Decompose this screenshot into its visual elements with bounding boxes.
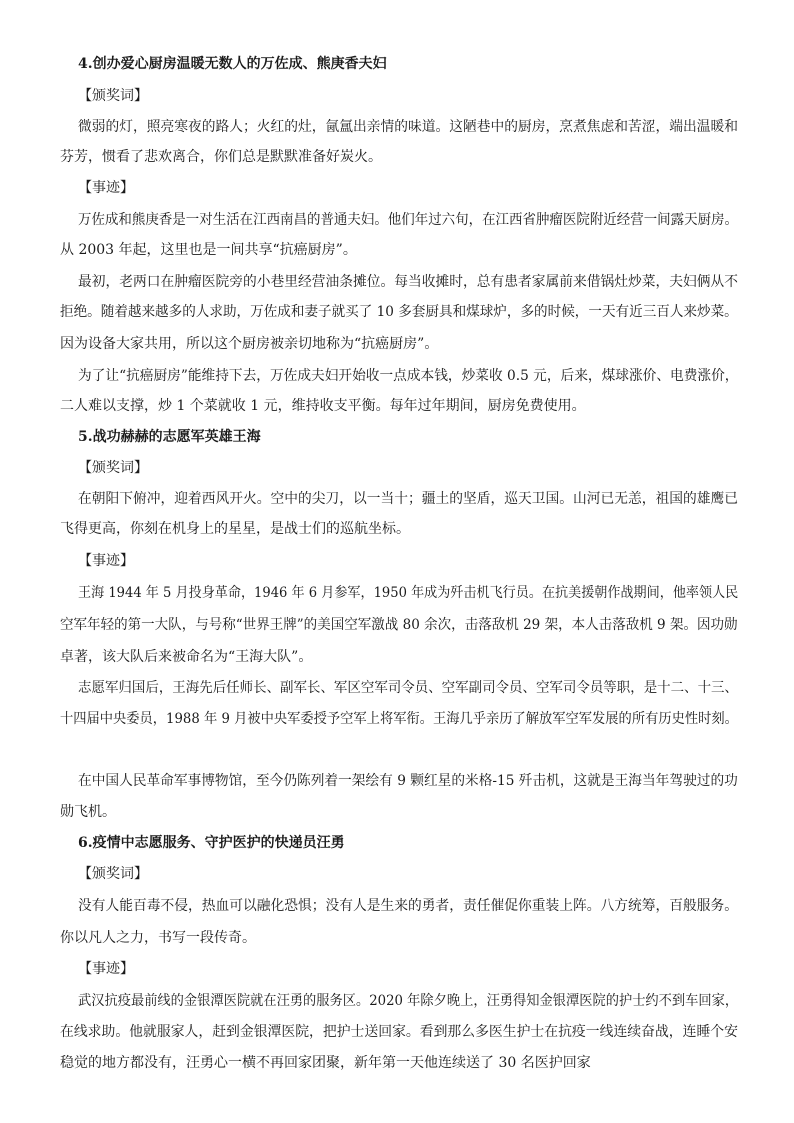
award-line: 没有人能百毒不侵，热血可以融化恐惧；没有人是生来的勇者，责任催促你重装上阵。八方统筹，百般服务。 xyxy=(78,898,738,914)
award-line: 芬芳，惯看了悲欢离合，你们总是默默准备好炭火。 xyxy=(60,149,382,165)
section-heading: 4.创办爱心厨房温暖无数人的万佐成、熊庚香夫妇 xyxy=(78,56,387,72)
deeds-line: 志愿军归国后，王海先后任师长、副军长、军区空军司令员、空军副司令员、空军司令员等职，是十二、十三、 xyxy=(78,680,739,696)
deeds-label: 【事迹】 xyxy=(78,180,134,196)
deeds-line: 空军年轻的第一大队，与号称“世界王牌”的美国空军激战 80 余次，击落敌机 29 架，本人击落敌机 9 架。因功勋 xyxy=(60,617,738,633)
deeds-line: 从 2003 年起，这里也是一间共享“抗癌厨房”。 xyxy=(60,242,357,258)
section-heading: 6.疫情中志愿服务、守护医护的快递员汪勇 xyxy=(78,835,345,851)
deeds-line: 在线求助。他就服家人，赶到金银潭医院，把护士送回家。看到那么多医生护士在抗疫一线连续奋战，连睡个安 xyxy=(60,1024,738,1040)
deeds-line: 武汉抗疫最前线的金银潭医院就在汪勇的服务区。2020 年除夕晚上，汪勇得知金银潭医院的护士约不到车回家， xyxy=(78,993,739,1009)
deeds-line: 因为设备大家共用，所以这个厨房被亲切地称为“抗癌厨房”。 xyxy=(60,336,439,352)
deeds-line: 稳觉的地方都没有，汪勇心一横不再回家团聚，新年第一天他连续送了 30 名医护回家 xyxy=(60,1055,591,1071)
award-label: 【颁奖词】 xyxy=(78,866,148,882)
deeds-line: 卓著，该大队后来被命名为“王海大队”。 xyxy=(60,649,313,665)
award-label: 【颁奖词】 xyxy=(78,460,148,476)
deeds-line: 在中国人民革命军事博物馆，至今仍陈列着一架绘有 9 颗红星的米格-15 歼击机，这就是王海当年驾驶过的功 xyxy=(78,773,738,789)
deeds-line: 王海 1944 年 5 月投身革命，1946 年 6 月参军，1950 年成为歼击机飞行员。在抗美援朝作战期间，他率领人民 xyxy=(78,585,739,601)
deeds-line: 万佐成和熊庚香是一对生活在江西南昌的普通夫妇。他们年过六旬，在江西省肿瘤医院附近经营一间露天厨房。 xyxy=(78,212,739,228)
deeds-line: 拒绝。随着越来越多的人求助，万佐成和妻子就买了 10 多套厨具和煤球炉，多的时候，一天有近三百人来炒菜。 xyxy=(60,304,738,320)
deeds-label: 【事迹】 xyxy=(78,553,134,569)
deeds-line: 最初，老两口在肿瘤医院旁的小巷里经营油条摊位。每当收摊时，总有患者家属前来借锅灶炒菜，夫妇俩从不 xyxy=(78,274,738,290)
deeds-line: 为了让“抗癌厨房”能维持下去，万佐成夫妇开始收一点成本钱，炒菜收 0.5 元，后来，煤球涨价、电费涨价， xyxy=(78,368,739,384)
deeds-line: 十四届中央委员，1988 年 9 月被中央军委授予空军上将军衔。王海几乎亲历了解放军空军发展的所有历史性时刻。 xyxy=(60,711,738,727)
section-heading: 5.战功赫赫的志愿军英雄王海 xyxy=(78,429,261,445)
deeds-line: 二人难以支撑，炒 1 个菜就收 1 元，维持收支平衡。每年过年期间，厨房免费使用。 xyxy=(60,398,586,414)
award-line: 在朝阳下俯冲，迎着西风开火。空中的尖刀，以一当十；疆土的坚盾，巡天卫国。山河已无恙，祖国的雄鹰已 xyxy=(78,491,738,507)
deeds-line: 勋飞机。 xyxy=(60,804,116,820)
award-line: 飞得更高，你刻在机身上的星星，是战士们的巡航坐标。 xyxy=(60,521,410,537)
award-line: 微弱的灯，照亮寒夜的路人；火红的灶，氤氲出亲情的味道。这陋巷中的厨房，烹煮焦虑和苦涩，端出温暖和 xyxy=(78,119,738,135)
award-line: 你以凡人之力，书写一段传奇。 xyxy=(60,930,256,946)
deeds-label: 【事迹】 xyxy=(78,961,134,977)
award-label: 【颁奖词】 xyxy=(78,88,148,104)
